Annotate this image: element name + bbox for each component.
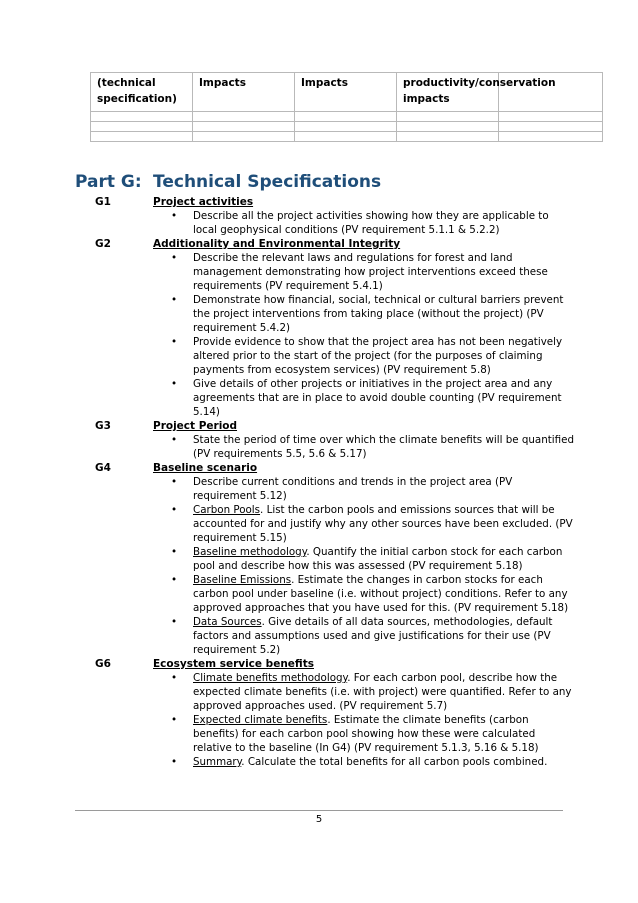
list-item-text	[193, 671, 575, 713]
list-item-body: Describe all the project activities showing how they are applicable to local geophysical conditions (PV requirement 5.1.1 & 5.2.2)	[193, 210, 549, 236]
table-row	[91, 132, 603, 142]
bullet-icon: •	[171, 714, 178, 726]
list-item	[75, 377, 575, 419]
bullet-icon: •	[171, 210, 178, 222]
list-item	[75, 573, 575, 615]
bullet-icon: •	[171, 504, 178, 516]
table-header-cell: (technical specification)	[91, 73, 193, 112]
list-item-body: . List the carbon pools and emissions sources that will be accounted for and justify why any other sources have been excluded. (PV requirement 5.15)	[193, 504, 573, 544]
bullet-icon: •	[171, 546, 178, 558]
list-item-text	[193, 573, 575, 615]
section-heading	[75, 461, 575, 475]
list-item-body: . Give details of all data sources, methodologies, default factors and assumptions used and give justifications for their use (PV requirement 5.2)	[193, 616, 553, 656]
list-item-body: . Estimate the changes in carbon stocks for each carbon pool under baseline (i.e. without project) conditions. Refer to any approved approaches that you have used for this. (PV requirement 5.18)	[193, 574, 569, 614]
list-item-lead: Baseline Emissions	[193, 574, 292, 586]
list-item-body: . Calculate the total benefits for all carbon pools combined.	[241, 756, 548, 768]
list-item	[75, 671, 575, 713]
table-header-cell: Impacts	[295, 73, 397, 112]
page-number: 5	[315, 814, 323, 825]
list-item-body: . Estimate the climate benefits (carbon benefits) for each carbon pool showing how these were calculated relative to the baseline (In G4) (PV requirement 5.1.3, 5.16 & 5.18)	[193, 714, 539, 754]
list-item-lead: Data Sources	[193, 616, 262, 628]
list-item	[75, 251, 575, 293]
list-item-body: Describe current conditions and trends in the project area (PV requirement 5.12)	[193, 476, 513, 502]
list-item-text	[193, 503, 575, 545]
section-title: Project activities	[153, 196, 254, 208]
list-item-text	[193, 377, 575, 419]
section-code: G4	[95, 462, 111, 474]
section-heading	[75, 657, 575, 671]
section-code: G6	[95, 658, 111, 670]
list-item-text	[193, 545, 575, 573]
table-header-cell: Impacts	[193, 73, 295, 112]
list-item-text	[193, 713, 575, 755]
list-item	[75, 209, 575, 237]
list-item	[75, 433, 575, 461]
list-item-text	[193, 335, 575, 377]
list-item-lead: Summary	[193, 756, 242, 768]
section-code: G2	[95, 238, 111, 250]
impacts-table	[90, 72, 603, 142]
list-item	[75, 293, 575, 335]
list-item-lead: Carbon Pools	[193, 504, 261, 516]
list-item-text	[193, 433, 575, 461]
section-title: Baseline scenario	[153, 462, 258, 474]
list-item	[75, 615, 575, 657]
footer-divider	[75, 810, 563, 811]
list-item-text	[193, 293, 575, 335]
list-item	[75, 545, 575, 573]
section-code: G1	[95, 196, 111, 208]
table-header-cell: productivity/conservation impacts	[397, 73, 499, 112]
list-item	[75, 755, 575, 769]
bullet-icon: •	[171, 252, 178, 264]
list-item-body: State the period of time over which the climate benefits will be quantified (PV requirements 5.5, 5.6 & 5.17)	[193, 434, 575, 460]
bullet-icon: •	[171, 756, 178, 768]
bullet-icon: •	[171, 672, 178, 684]
section-heading	[75, 237, 575, 251]
section-title: Ecosystem service benefits	[153, 658, 314, 670]
bullet-icon: •	[171, 434, 178, 446]
list-item-text	[193, 475, 575, 503]
list-item-text	[193, 251, 575, 293]
list-item-body: Give details of other projects or initiatives in the project area and any agreements that are in place to avoid double counting (PV requirement 5.14)	[193, 378, 562, 418]
section-title: Additionality and Environmental Integrity	[153, 238, 401, 250]
bullet-icon: •	[171, 616, 178, 628]
bullet-icon: •	[171, 336, 178, 348]
bullet-icon: •	[171, 294, 178, 306]
list-item-body: . For each carbon pool, describe how the expected climate benefits (i.e. with project) were quantified. Refer to any approved approaches used. (PV requirement 5.7)	[193, 672, 572, 712]
list-item-body: Provide evidence to show that the project area has not been negatively altered prior to the start of the project (for the purposes of claiming payments from ecosystem services) (PV requirement 5.8)	[193, 336, 563, 376]
table-header-row	[91, 73, 603, 112]
list-item-body: . Quantify the initial carbon stock for each carbon pool and describe how this was assessed (PV requirement 5.18)	[193, 546, 563, 572]
list-item	[75, 503, 575, 545]
list-item	[75, 335, 575, 377]
bullet-icon: •	[171, 378, 178, 390]
list-item-text	[193, 615, 575, 657]
bullet-icon: •	[171, 574, 178, 586]
list-item-lead: Baseline methodology	[193, 546, 307, 558]
list-item-lead: Expected climate benefits	[193, 714, 328, 726]
sections-container	[75, 195, 575, 769]
list-item-text	[193, 209, 575, 237]
bullet-icon: •	[171, 476, 178, 488]
table-row	[91, 122, 603, 132]
list-item	[75, 713, 575, 755]
part-label: Part G:	[75, 172, 142, 192]
section-title: Project Period	[153, 420, 238, 432]
table-row	[91, 112, 603, 122]
list-item-body: Describe the relevant laws and regulations for forest and land management demonstrating how project interventions exceed these requirements (PV requirement 5.4.1)	[193, 252, 548, 292]
section-heading	[75, 419, 575, 433]
list-item-lead: Climate benefits methodology	[193, 672, 348, 684]
list-item-body: Demonstrate how financial, social, technical or cultural barriers prevent the project interventions from taking place (without the project) (PV requirement 5.4.2)	[193, 294, 564, 334]
part-title: Technical Specifications	[153, 172, 382, 192]
section-code: G3	[95, 420, 111, 432]
part-heading	[75, 172, 381, 192]
list-item	[75, 475, 575, 503]
section-heading	[75, 195, 575, 209]
list-item-text	[193, 755, 575, 769]
